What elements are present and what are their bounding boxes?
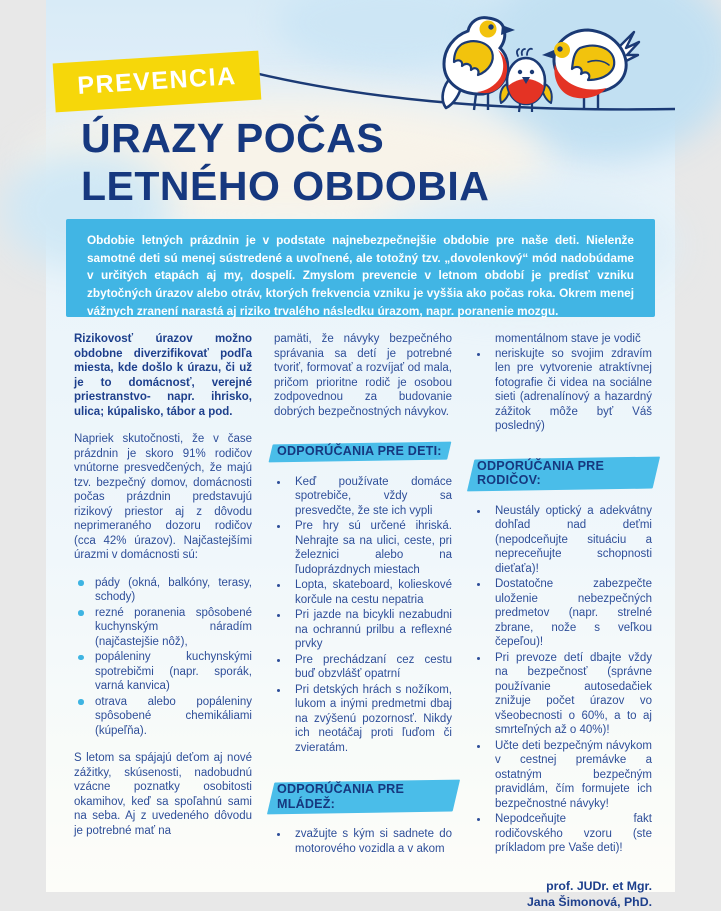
list-item: popáleniny kuchynskými spotrebičmi (napr. sporák, varná kanvica) (74, 650, 252, 694)
column-2 (274, 332, 452, 911)
list-item: otrava alebo popáleniny spôsobené chemikáliami (kúpeľňa). (74, 695, 252, 739)
col1-lead-paragraph: Rizikovosť úrazov možno obdobne diverzifikovať podľa miesta, kde došlo k úrazu, či už je to domácnosť, verejné priestranstvo- napr. ihrisko, ulica; kúpalisko, tábor a pod. (74, 333, 252, 418)
list-item: Neustály optický a adekvátny dohľad nad deťmi (nepodceňujte situáciu a nepreceňujte schopnosti dieťaťa)! (474, 504, 652, 577)
heading-recommendations-parents: ODPORÚČANIA PRE RODIČOV: (474, 458, 652, 489)
list-item: Keď používate domáce spotrebiče, vždy sa presvedčte, že ste ich vypli (274, 475, 452, 519)
list-item: Dostatočne zabezpečte uloženie nebezpečných predmetov (napr. strelné zbrane, nože s veľkou čepeľou)! (474, 577, 652, 650)
heading-recommendations-youth: ODPORÚČANIA PRE MLÁDEŽ: (274, 781, 452, 812)
list-item: Pre hry sú určené ihriská. Nehrajte sa na ulici, ceste, pri železnici alebo na ľudoprázdnych miestach (274, 519, 452, 577)
youth-recommendations-list-continued (474, 347, 652, 434)
leaflet-page (46, 0, 675, 909)
bird-right-illustration (542, 30, 639, 110)
list-item: Nepodceňujte fakt rodičovského vzoru (ste príkladom pre Vaše deti)! (474, 812, 652, 856)
parents-recommendations-list (474, 504, 652, 856)
list-item: neriskujte so svojim zdravím len pre vytvorenie atraktívnej fotografie či videa na sociálne sieti (adrenalínový a hazardný zážitok môže byť Váš posledný) (474, 347, 652, 434)
list-item: zvažujte s kým si sadnete do motorového vozidla a v akom (274, 827, 452, 856)
page-title-line2: LETNÉHO OBDOBIA (81, 163, 490, 209)
heading-recommendations-children: ODPORÚČANIA PRE DETI: (274, 443, 445, 460)
home-injuries-list (74, 576, 252, 739)
column-3 (474, 332, 652, 911)
list-item: Učte deti bezpečným návykom v cestnej premávke a ostatným bezpečným pravidlám, čím formujete ich bezpečnostné návyky! (474, 739, 652, 812)
page-title-line1: ÚRAZY POČAS (81, 115, 385, 161)
youth-recommendations-list (274, 827, 452, 856)
children-recommendations-list (274, 475, 452, 756)
prevention-badge-label: PREVENCIA (76, 62, 238, 100)
list-item: Lopta, skateboard, kolieskové korčule na cestu nepatria (274, 578, 452, 607)
col1-paragraph-1: Napriek skutočnosti, že v čase prázdnin je skoro 91% rodičov vnútorne presvedčených, že majú tzv. bezpečný domov, domácnosti počas prázdnin predstavujú rizikový priestor aj z dôvodu neprimeraného dozoru rodičov (cca 42% úrazov). Najčastejšími úrazmi v domácnosti sú: (74, 433, 252, 561)
author-signature-line1: prof. JUDr. et Mgr. (546, 878, 652, 893)
list-item: rezné poranenia spôsobené kuchynským náradím (najčastejšie nôž), (74, 606, 252, 650)
list-item: Pre prechádzaní cez cestu buď obzvlášť opatrní (274, 653, 452, 682)
article-columns (74, 332, 652, 911)
author-signature-line2: Jana Šimonová, PhD. (526, 895, 652, 909)
list-item: pády (okná, balkóny, terasy, schody) (74, 576, 252, 605)
col1-paragraph-2: S letom sa spájajú deťom aj nové zážitky, skúsenosti, nadobudnú vzácne poznatky osobitosti okamihov, keď sa spoľahnú sami na seba. Aj z uvedeného dôvodu je potrebné mať na (74, 752, 252, 837)
list-item: Pri prevoze detí dbajte vždy na bezpečnosť (správne používanie autosedačiek znižuje počet úrazov vo všeobecnosti o 60%, a to aj smrteľných až o 40%)! (474, 651, 652, 738)
page-title (81, 114, 489, 210)
column-1 (74, 332, 252, 911)
intro-paragraph: Obdobie letných prázdnin je v podstate najnebezpečnejšie obdobie pre naše deti. Nielenže samotné deti sú menej sústredené a uvoľnené, ale totožný tzv. „dovolenkový“ mód nadobúdame v určitých etapách aj my, dospelí. Zmyslom prevencie v letnom období je predísť vzniku zbytočných úrazov alebo otráv, ktorých frekvencia vzniku je vyššia ako počas roka. Okrem menej vážnych zranení narastá aj riziko trvalého následku úrazom, napr. poranenie mozgu. (87, 233, 634, 318)
author-signature (474, 878, 652, 911)
col2-paragraph: pamäti, že návyky bezpečného správania sa detí je potrebné tvoriť, formovať a rozvíjať od mala, pričom prioritne rodič je osobou zodpovednou za budovanie dobrých bezpečnostných návykov. (274, 333, 452, 418)
list-item: Pri jazde na bicykli nezabudni na ochrannú prilbu a reflexné prvky (274, 608, 452, 652)
list-item: Pri detských hrách s nožíkom, lukom a inými predmetmi dbaj na zvýšenú pozornosť. Nikdy ich neotáčaj proti ľuďom či zvieratám. (274, 683, 452, 756)
col3-continuation-line: momentálnom stave je vodič (495, 333, 641, 345)
intro-highlight-box (66, 219, 655, 317)
